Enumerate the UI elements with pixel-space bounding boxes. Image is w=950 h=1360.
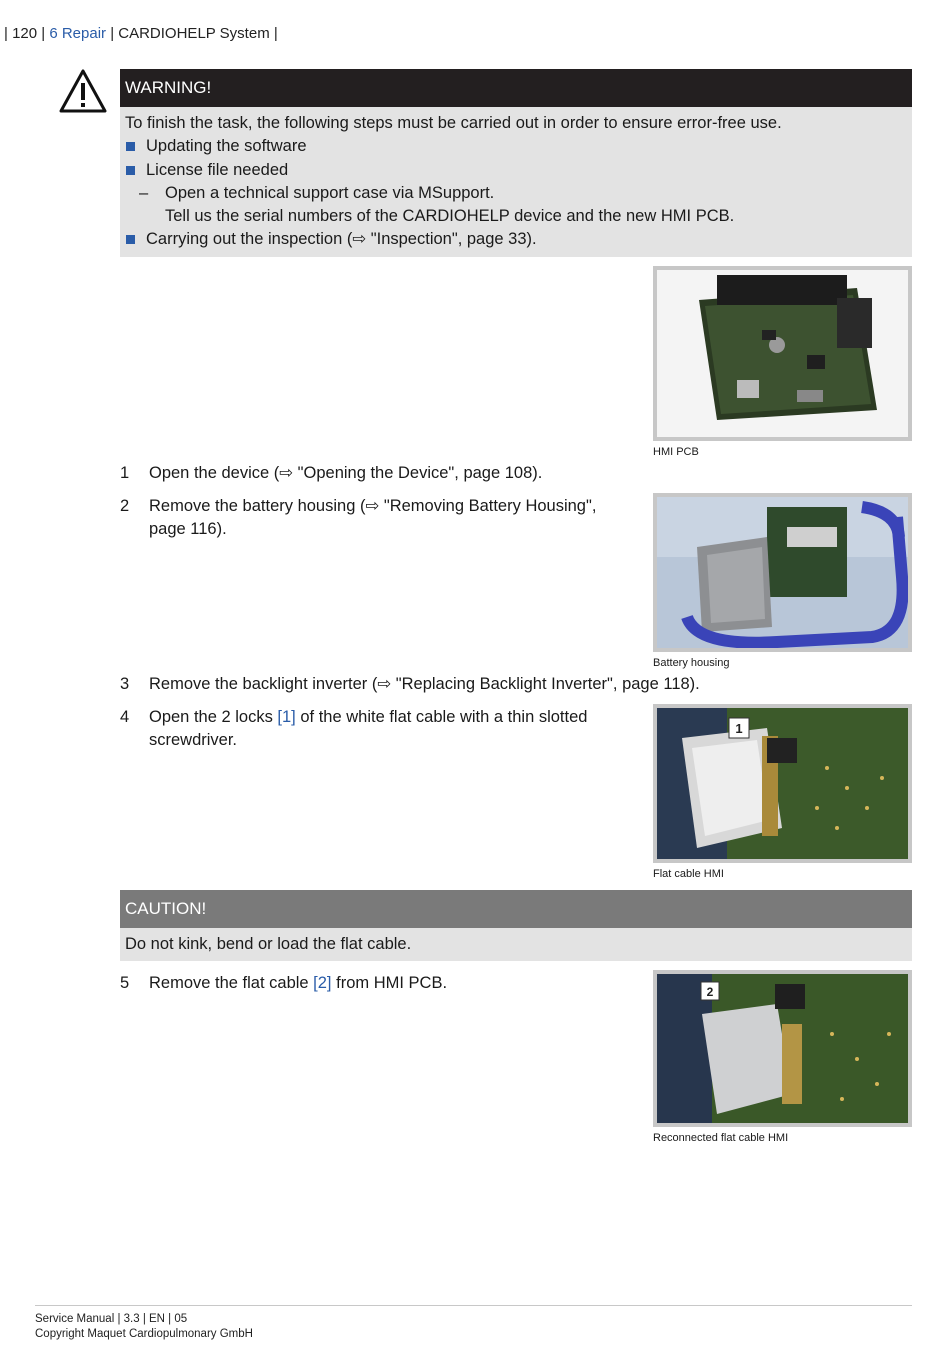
step-1 (120, 462, 610, 485)
caution-text: Do not kink, bend or load the flat cable. (125, 935, 412, 953)
list-item (125, 228, 912, 251)
caution-body (120, 928, 912, 961)
callout-ref-1: [1] (277, 708, 296, 726)
step-text-part: Remove the flat cable (149, 974, 314, 992)
reconnected-flat-cable-image (653, 970, 912, 1127)
step-number: 2 (120, 497, 130, 515)
page-header (4, 25, 278, 42)
sub-list-item (125, 182, 912, 205)
step-3 (120, 673, 760, 696)
caution-title: CAUTION! (120, 890, 912, 928)
list-item-text: Updating the software (146, 137, 307, 156)
flat-cable-image (653, 704, 912, 863)
hmi-pcb-caption: HMI PCB (653, 446, 699, 458)
step-number: 4 (120, 708, 130, 726)
step-text (149, 706, 610, 753)
list-item (125, 159, 912, 182)
reconnected-callout-2: 2 (706, 985, 714, 999)
hmi-pcb-image (653, 266, 912, 441)
sub-list-continuation: Tell us the serial numbers of the CARDIOHELP device and the new HMI PCB. (165, 207, 735, 226)
step-number: 5 (120, 974, 130, 992)
header-title: | CARDIOHELP System | (106, 25, 278, 42)
battery-housing-caption: Battery housing (653, 657, 730, 669)
step-text-part: from HMI PCB. (331, 974, 448, 992)
sub-list-item-text: Open a technical support case via MSupport. (165, 183, 495, 202)
flat-cable-caption: Flat cable HMI (653, 868, 724, 880)
dash-marker: – (139, 183, 149, 202)
footer-divider (35, 1305, 912, 1306)
step-number: 3 (120, 675, 130, 693)
step-2 (120, 495, 610, 542)
footer-copyright: Copyright Maquet Cardiopulmonary GmbH (35, 1328, 253, 1340)
step-5 (120, 972, 610, 995)
chapter-link[interactable]: 6 Repair (49, 25, 107, 42)
step-text: Remove the battery housing (⇨ "Removing Battery Housing", page 116). (149, 497, 597, 539)
step-text: Open the device (⇨ "Opening the Device", page 108). (149, 464, 543, 482)
battery-housing-image (653, 493, 912, 652)
warning-icon (58, 68, 108, 114)
inspection-link[interactable]: Carrying out the inspection (⇨ "Inspection", page 33). (146, 230, 537, 249)
step-number: 1 (120, 464, 130, 482)
reconnected-caption: Reconnected flat cable HMI (653, 1132, 789, 1144)
step-text: Remove the backlight inverter (⇨ "Replacing Backlight Inverter", page 118). (149, 675, 700, 693)
list-item-text: License file needed (146, 160, 289, 179)
bullet-square-icon (126, 166, 135, 175)
step-text-part: Open the 2 locks (149, 708, 278, 726)
callout-ref-2: [2] (313, 974, 332, 992)
step-4 (120, 706, 610, 753)
list-item (125, 135, 912, 158)
flat-cable-callout-1: 1 (735, 721, 743, 736)
header-page-number: | 120 | (4, 25, 50, 42)
bullet-square-icon (126, 235, 135, 244)
warning-body (120, 107, 912, 257)
bullet-square-icon (126, 142, 135, 151)
footer-manual-info: Service Manual | 3.3 | EN | 05 (35, 1313, 188, 1325)
step-text (149, 972, 610, 995)
step-text-part: of the white flat cable with a thin slotted screwdriver. (149, 708, 588, 750)
warning-intro: To finish the task, the following steps must be carried out in order to ensure error-free use. (125, 114, 782, 132)
warning-title: WARNING! (120, 69, 912, 107)
